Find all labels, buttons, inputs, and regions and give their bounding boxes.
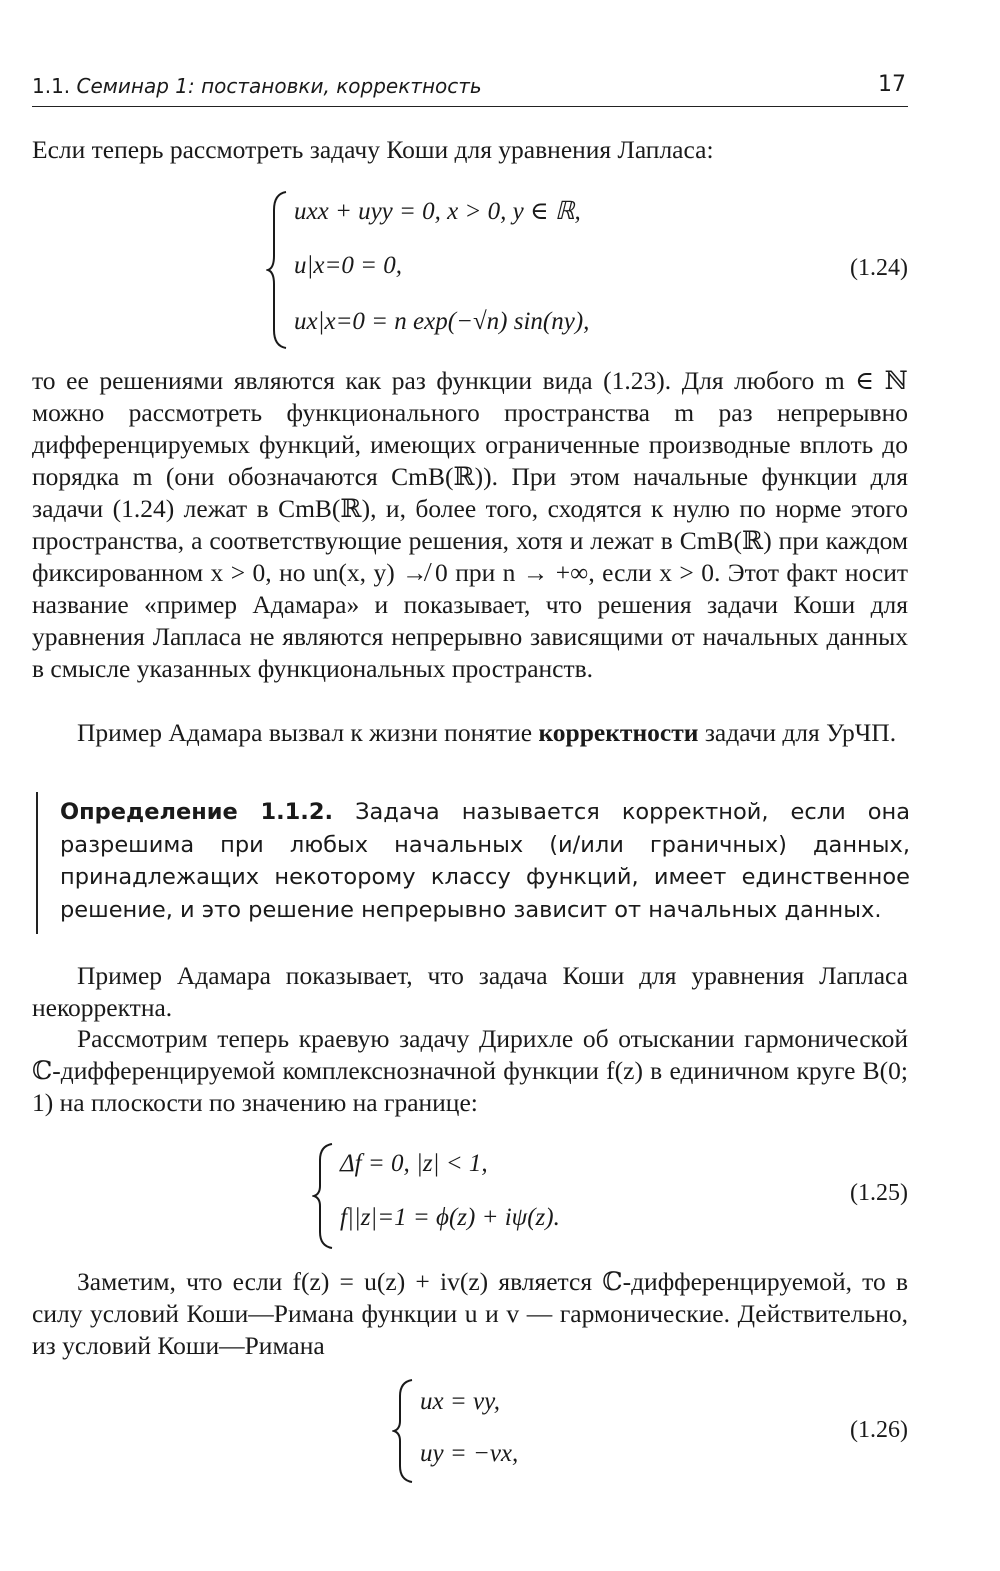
eq124-number: (1.24) [850, 255, 908, 281]
paragraph-cauchy-riemann: Заметим, что если f(z) = u(z) + iv(z) является ℂ-дифференцируемой, то в силу условий Коши—Римана функции u и v — гармонические. Действительно, из условий Коши—Римана [32, 1267, 908, 1360]
term-correctness: корректности [538, 718, 699, 747]
paragraph-incorrect: Пример Адамара показывает, что задача Коши для уравнения Лапласа некорректна. [32, 961, 908, 1022]
definition-box [36, 792, 910, 934]
para2-before: Пример Адамара вызвал к жизни понятие [77, 718, 539, 747]
section-title: Семинар 1: постановки, корректность [76, 74, 482, 98]
eq124-line2: u|x=0 = 0, [294, 252, 402, 279]
eq126-line2: uy = −vx, [420, 1440, 519, 1467]
left-brace [312, 1142, 336, 1250]
eq126-number: (1.26) [850, 1417, 908, 1443]
eq125-line1: Δf = 0, |z| < 1, [340, 1150, 488, 1177]
eq125-line2: f||z|=1 = ϕ(z) + iψ(z). [340, 1204, 560, 1231]
eq125-number: (1.25) [850, 1180, 908, 1206]
paragraph-dirichlet: Рассмотрим теперь краевую задачу Дирихле об отыскании гармонической ℂ-дифференцируемой комплекснозначной функции f(z) в единичном круге B(0; 1) на плоскости по значению на границе: [32, 1024, 908, 1117]
section-heading [32, 74, 482, 98]
eq124-line1: uxx + uyy = 0, x > 0, y ∈ ℝ, [294, 198, 581, 225]
section-number: 1.1. [32, 74, 71, 98]
para2-after: задачи для УрЧП. [698, 718, 897, 747]
page-number: 17 [878, 72, 906, 97]
intro-paragraph: Если теперь рассмотреть задачу Коши для уравнения Лапласа: [32, 135, 714, 164]
definition-body: Задача называется корректной, если она разрешима при любых начальных (и/или граничных) данных, принадлежащих некоторому классу функций, имеет единственное решение, и это решение непрерывно зависит от начальных данных. [60, 799, 910, 923]
eq126-line1: ux = vy, [420, 1388, 501, 1415]
definition-text [60, 796, 910, 926]
eq124-line3: ux|x=0 = n exp(−√n) sin(ny), [294, 308, 590, 335]
running-header [32, 70, 908, 107]
left-brace [392, 1378, 416, 1484]
paragraph-hadamard: то ее решениями являются как раз функции вида (1.23). Для любого m ∈ ℕ можно рассмотреть функционального пространства m раз непрерывно дифференцируемых функций, имеющих ограниченные производные вплоть до порядка m (они обозначаются CmB(ℝ)). При этом начальные функции для задачи (1.24) лежат в CmB(ℝ), и, более того, сходятся к нулю по норме этого пространства, а соответствующие решения, хотя и лежат в CmB(ℝ) при каждом фиксированном x > 0, но un(x, y) ↛ 0 при n → +∞, если x > 0. Этот факт носит название «пример Адамара» и показывает, что решения задачи Коши для уравнения Лапласа не являются непрерывно зависящими от начальных данных в смысле указанных функциональных пространств. [32, 366, 908, 683]
left-brace [266, 190, 290, 350]
paragraph-correctness [32, 717, 908, 749]
definition-label: Определение 1.1.2. [60, 799, 334, 825]
